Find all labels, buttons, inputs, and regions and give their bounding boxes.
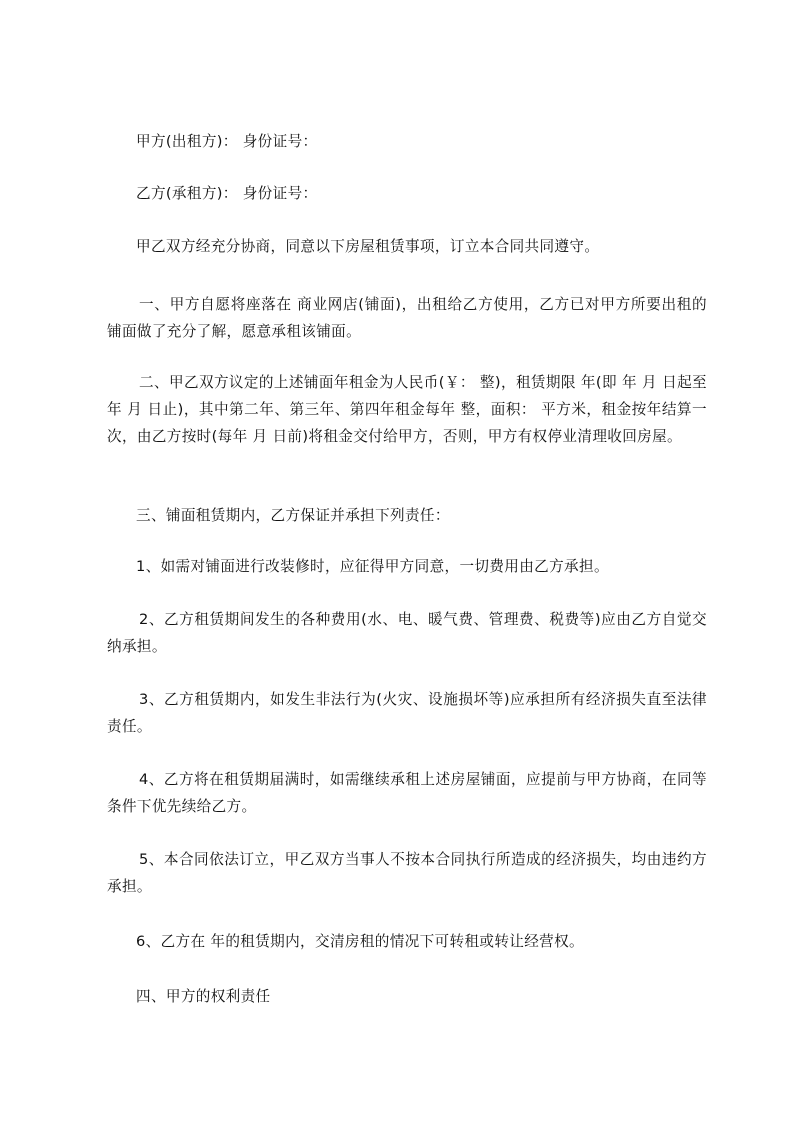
clause-3-item-5: 5、本合同依法订立，甲乙双方当事人不按本合同执行所造成的经济损失，均由违约方承担。 xyxy=(107,851,707,895)
clause-1-paragraph: 一、甲方自愿将座落在 商业网店(铺面)，出租给乙方使用，乙方已对甲方所要出租的铺面做了充分了解，愿意承租该铺面。 xyxy=(107,296,707,340)
clause-2-paragraph: 二、甲乙双方议定的上述铺面年租金为人民币(￥： 整)，租赁期限 年(即 年 月 日起至 年 月 日止)，其中第二年、第三年、第四年租金每年 整，面积： 平方米，租金按年结算一次，由乙方按时(每年 月 日前)将租金交付给甲方，否则，甲方有权停业清理收回房屋。 xyxy=(107,374,707,445)
clause-3-heading: 三、铺面租赁期内，乙方保证并承担下列责任： xyxy=(136,507,450,524)
party-b-line: 乙方(承租方)： 身份证号： xyxy=(136,185,318,202)
party-a-line: 甲方(出租方)： 身份证号： xyxy=(136,133,318,150)
clause-3-item-4: 4、乙方将在租赁期届满时，如需继续承租上述房屋铺面，应提前与甲方协商，在同等条件下优先续给乙方。 xyxy=(107,771,707,815)
clause-3-item-6: 6、乙方在 年的租赁期内，交清房租的情况下可转租或转让经营权。 xyxy=(136,933,584,950)
intro-paragraph: 甲乙双方经充分协商，同意以下房屋租赁事项，订立本合同共同遵守。 xyxy=(136,238,600,255)
clause-3-item-3: 3、乙方租赁期内，如发生非法行为(火灾、设施损坏等)应承担所有经济损失直至法律责任。 xyxy=(107,691,707,735)
clause-3-item-2: 2、乙方租赁期间发生的各种费用(水、电、暖气费、管理费、税费等)应由乙方自觉交纳承担。 xyxy=(107,611,707,655)
clause-4-heading: 四、甲方的权利责任 xyxy=(136,988,271,1005)
clause-3-item-1: 1、如需对铺面进行改装修时，应征得甲方同意，一切费用由乙方承担。 xyxy=(136,558,609,575)
